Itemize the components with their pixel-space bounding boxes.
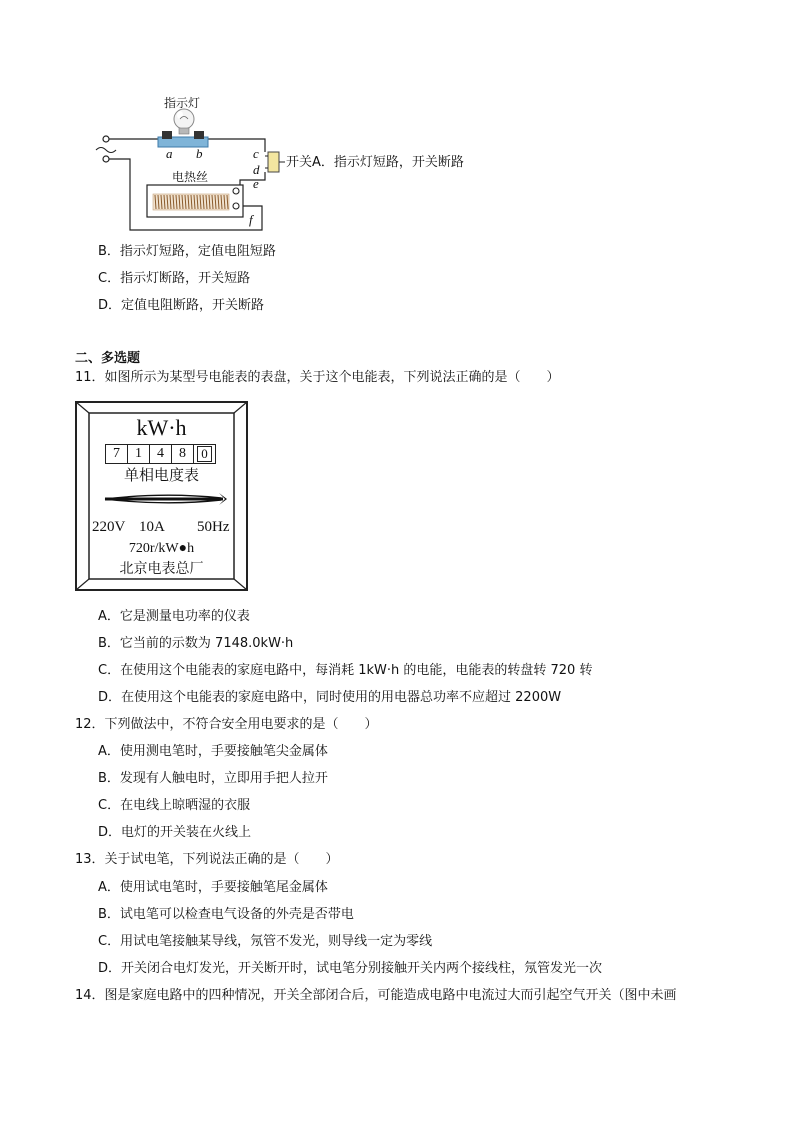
q13-option-b[interactable]: B．试电笔可以检查电气设备的外壳是否带电 [98,907,354,922]
terminal-top [103,136,109,142]
node-d: d [253,162,260,177]
terminal-bottom [103,156,109,162]
lamp-socket-left [162,131,172,139]
ac-source-icon [96,148,116,153]
meter-digits [105,444,216,464]
meter-digit-decimal-box [194,444,216,464]
q12-option-a[interactable]: A．使用测电笔时，手要接触笔尖金属体 [98,744,328,759]
meter-current: 10A [139,519,165,535]
meter-rating: 720r/kW●h [128,541,195,556]
switch-label: 开关A．指示灯短路，开关断路 [286,155,464,170]
meter-name: 单相电度表 [123,468,199,484]
section-title: 二、多选题 [75,351,141,366]
q10-option-c[interactable]: C．指示灯断路，开关短路 [98,271,251,286]
node-c: c [253,146,259,161]
heater-label: 电热丝 [172,170,209,184]
meter-unit: kW·h [136,415,187,440]
node-e: e [253,176,259,191]
q11-option-b[interactable]: B．它当前的示数为 7148.0kW·h [98,636,294,651]
q14-stem: 14．图是家庭电路中的四种情况，开关全部闭合后，可能造成电路中电流过大而引起空气开关（图中未画 [75,988,677,1003]
q10-option-b[interactable]: B．指示灯短路，定值电阻短路 [98,244,276,259]
q12-option-b[interactable]: B．发现有人触电时，立即用手把人拉开 [98,771,328,786]
meter-digit: 8 [172,444,194,464]
meter-digit: 1 [128,444,150,464]
q13-option-c[interactable]: C．用试电笔接触某导线，氖管不发光，则导线一定为零线 [98,934,433,949]
meter-voltage: 220V [92,519,126,535]
node-f: f [249,212,253,227]
node-a: a [166,146,173,161]
q11-option-c[interactable]: C．在使用这个电能表的家庭电路中，每消耗 1kW·h 的电能，电能表的转盘转 720 转 [98,663,593,678]
q11-option-d[interactable]: D．在使用这个电能表的家庭电路中，同时使用的用电器总功率不应超过 2200W [98,690,562,705]
meter-maker: 北京电表总厂 [119,562,204,577]
q11-stem: 11．如图所示为某型号电能表的表盘，关于这个电能表，下列说法正确的是（ ） [75,370,560,385]
q11-option-a[interactable]: A．它是测量电功率的仪表 [98,609,250,624]
meter-digit: 4 [150,444,172,464]
q13-option-a[interactable]: A．使用试电笔时，手要接触笔尾金属体 [98,880,328,895]
q10-option-d[interactable]: D．定值电阻断路，开关断路 [98,298,265,313]
electric-meter [75,401,248,591]
lamp-label: 指示灯 [164,96,201,110]
switch-icon [265,152,285,172]
meter-digit: 0 [197,446,212,462]
q12-option-c[interactable]: C．在电线上晾晒湿的衣服 [98,798,251,813]
q12-stem: 12．下列做法中，不符合安全用电要求的是（ ） [75,717,378,732]
meter-frequency: 50Hz [197,519,230,535]
q13-stem: 13．关于试电笔，下列说法正确的是（ ） [75,852,339,867]
lamp-bulb-icon [174,109,194,134]
q10-option-a: 指示灯短路，开关断路 [333,155,464,170]
node-b: b [196,146,203,161]
q13-option-d[interactable]: D．开关闭合电灯发光，开关断开时，试电笔分别接触开关内两个接线柱，氖管发光一次 [98,961,603,976]
q12-option-d[interactable]: D．电灯的开关装在火线上 [98,825,252,840]
meter-digit: 7 [105,444,128,464]
lamp-socket-right [194,131,204,139]
